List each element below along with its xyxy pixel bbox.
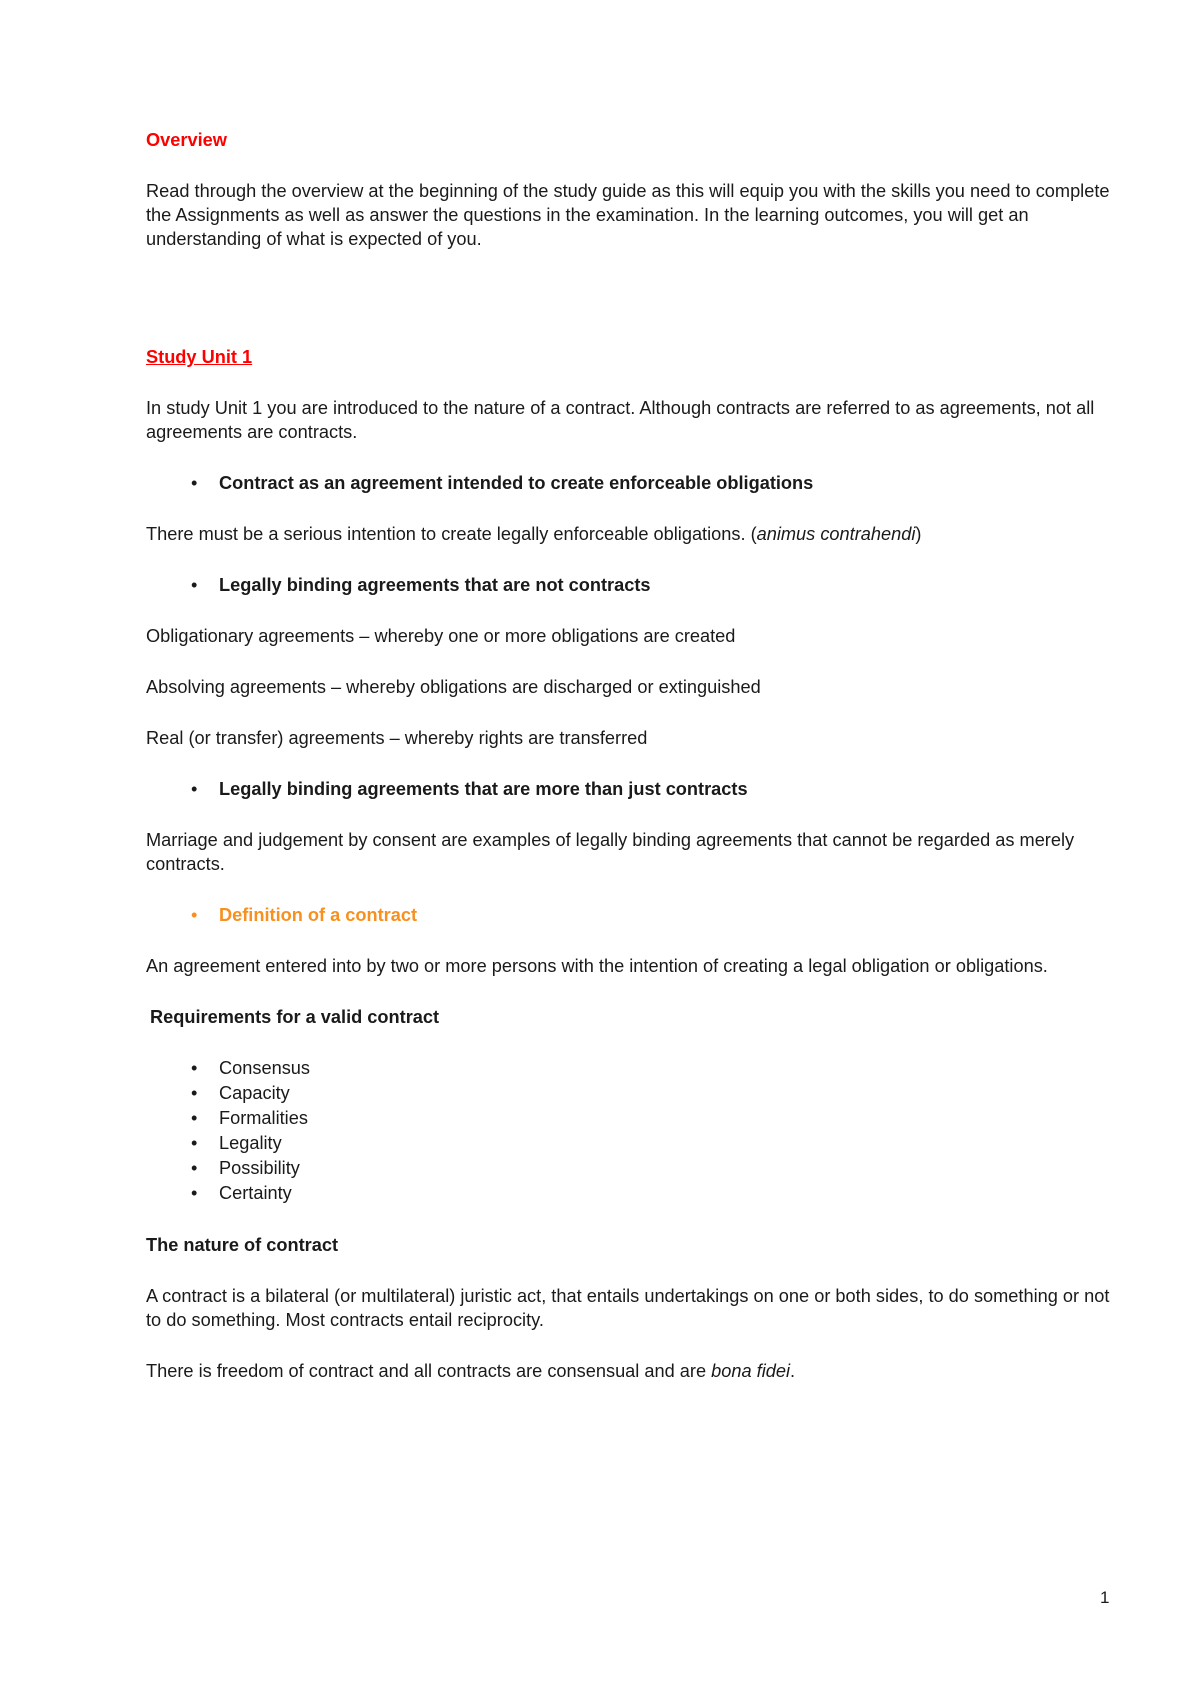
requirement-label: Consensus [219,1058,310,1078]
requirement-label: Legality [219,1133,282,1153]
list-item [146,1181,1121,1206]
freedom-paragraph [146,1359,1121,1383]
bullet-icon: • [191,1183,198,1203]
study-unit-heading: Study Unit 1 [146,347,253,367]
bullet-icon: • [191,575,198,595]
bullet-icon: • [191,1058,198,1078]
section4-bullet-heading [146,903,1121,927]
bullet-icon: • [191,779,198,799]
list-item [146,1156,1121,1181]
section1-text [146,522,1121,546]
requirement-label: Possibility [219,1158,300,1178]
list-item [146,1056,1121,1081]
section1-bullet-heading [146,471,1121,495]
bullet-icon: • [191,905,198,925]
freedom-text-italic: bona fidei [711,1361,791,1381]
bullet-icon: • [191,1133,198,1153]
list-item [146,1106,1121,1131]
section1-heading: Contract as an agreement intended to create enforceable obligations [219,473,814,493]
study-unit-intro: In study Unit 1 you are introduced to the nature of a contract. Although contracts are referred to as agreements, not all agreements are contracts. [146,398,1095,442]
requirement-label: Formalities [219,1108,308,1128]
section4-heading: Definition of a contract [219,905,418,925]
requirements-list [146,1056,1121,1206]
agreement-type-real: Real (or transfer) agreements – whereby rights are transferred [146,728,648,748]
nature-paragraph: A contract is a bilateral (or multilateral) juristic act, that entails undertakings on one or both sides, to do something or not to do something. Most contracts entail reciprocity. [146,1286,1110,1330]
section2-heading: Legally binding agreements that are not contracts [219,575,651,595]
agreement-type-absolving: Absolving agreements – whereby obligations are discharged or extinguished [146,677,761,697]
requirements-heading: Requirements for a valid contract [150,1007,440,1027]
section1-text-before: There must be a serious intention to create legally enforceable obligations. ( [146,524,757,544]
section1-text-italic: animus contrahendi [756,524,916,544]
freedom-text-after: . [790,1361,796,1381]
section3-text: Marriage and judgement by consent are examples of legally binding agreements that cannot be regarded as merely contracts. [146,830,1075,874]
overview-paragraph: Read through the overview at the beginning of the study guide as this will equip you with the skills you need to complete the Assignments as well as answer the questions in the examination. In the learning outcomes, you will get an understanding of what is expected of you. [146,181,1110,249]
list-item [146,1081,1121,1106]
section2-bullet-heading [146,573,1121,597]
page-number: 1 [1100,1588,1110,1607]
freedom-text-before: There is freedom of contract and all contracts are consensual and are [146,1361,712,1381]
nature-heading: The nature of contract [146,1235,338,1255]
section1-text-after: ) [915,524,922,544]
list-item [146,1131,1121,1156]
bullet-icon: • [191,1083,198,1103]
requirement-label: Certainty [219,1183,292,1203]
bullet-icon: • [191,473,198,493]
bullet-icon: • [191,1108,198,1128]
agreement-type-obligationary: Obligationary agreements – whereby one or more obligations are created [146,626,736,646]
section4-text: An agreement entered into by two or more persons with the intention of creating a legal obligation or obligations. [146,956,1048,976]
bullet-icon: • [191,1158,198,1178]
section3-bullet-heading [146,777,1121,801]
section3-heading: Legally binding agreements that are more than just contracts [219,779,748,799]
requirement-label: Capacity [219,1083,290,1103]
document-body [146,128,1121,1410]
overview-heading: Overview [146,130,227,150]
